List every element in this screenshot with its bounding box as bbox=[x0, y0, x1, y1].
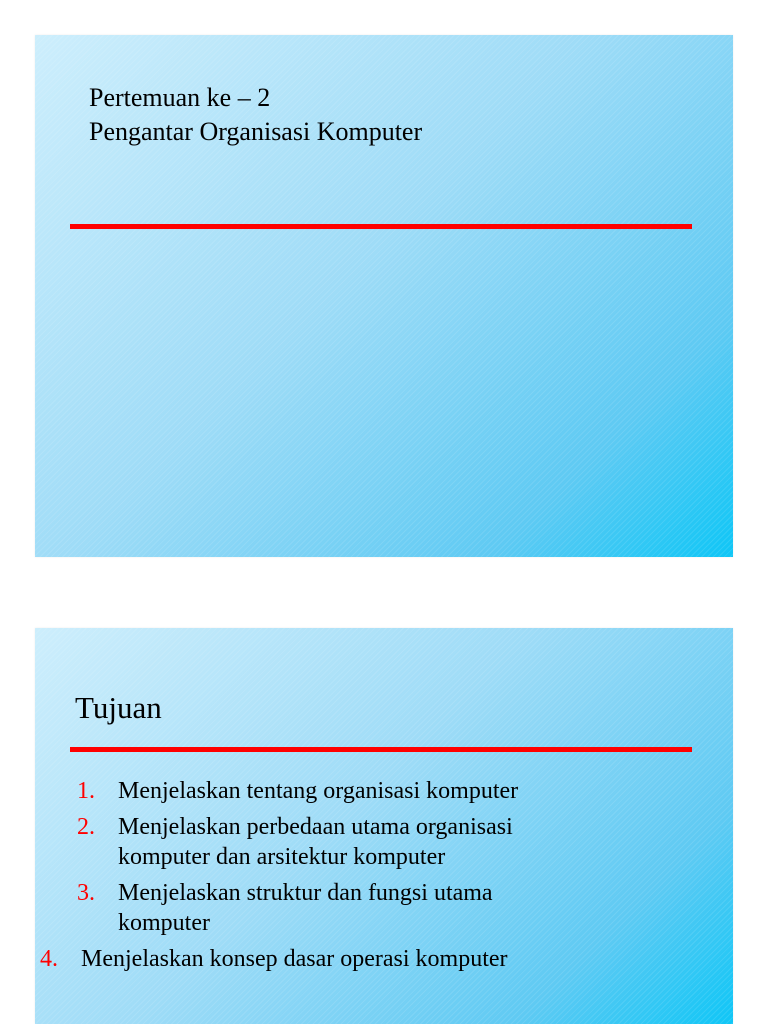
goal-text-line: komputer bbox=[118, 910, 210, 936]
goal-text-line: Menjelaskan konsep dasar operasi komputer bbox=[81, 946, 508, 972]
goal-number: 3. bbox=[77, 880, 95, 906]
goals-list bbox=[35, 776, 733, 980]
goal-text-line: komputer dan arsitektur komputer bbox=[118, 844, 446, 870]
title-line-1: Pertemuan ke – 2 bbox=[89, 83, 271, 112]
goal-item-4 bbox=[35, 944, 733, 974]
slide-title bbox=[89, 81, 422, 149]
goal-text-line: Menjelaskan perbedaan utama organisasi bbox=[118, 814, 513, 840]
goal-number: 4. bbox=[40, 946, 58, 972]
goal-item-2 bbox=[35, 812, 733, 872]
heading-divider bbox=[70, 747, 692, 752]
goal-text-line: Menjelaskan struktur dan fungsi utama bbox=[118, 880, 493, 906]
goal-text-line: Menjelaskan tentang organisasi komputer bbox=[118, 778, 519, 804]
slide-heading: Tujuan bbox=[75, 690, 162, 725]
slide-1 bbox=[35, 35, 733, 557]
goal-number: 1. bbox=[77, 778, 95, 804]
goal-number: 2. bbox=[77, 814, 95, 840]
title-divider bbox=[70, 224, 692, 229]
slide-2 bbox=[35, 628, 733, 1024]
goal-item-1 bbox=[35, 776, 733, 806]
goal-item-3 bbox=[35, 878, 733, 938]
title-line-2: Pengantar Organisasi Komputer bbox=[89, 117, 423, 146]
